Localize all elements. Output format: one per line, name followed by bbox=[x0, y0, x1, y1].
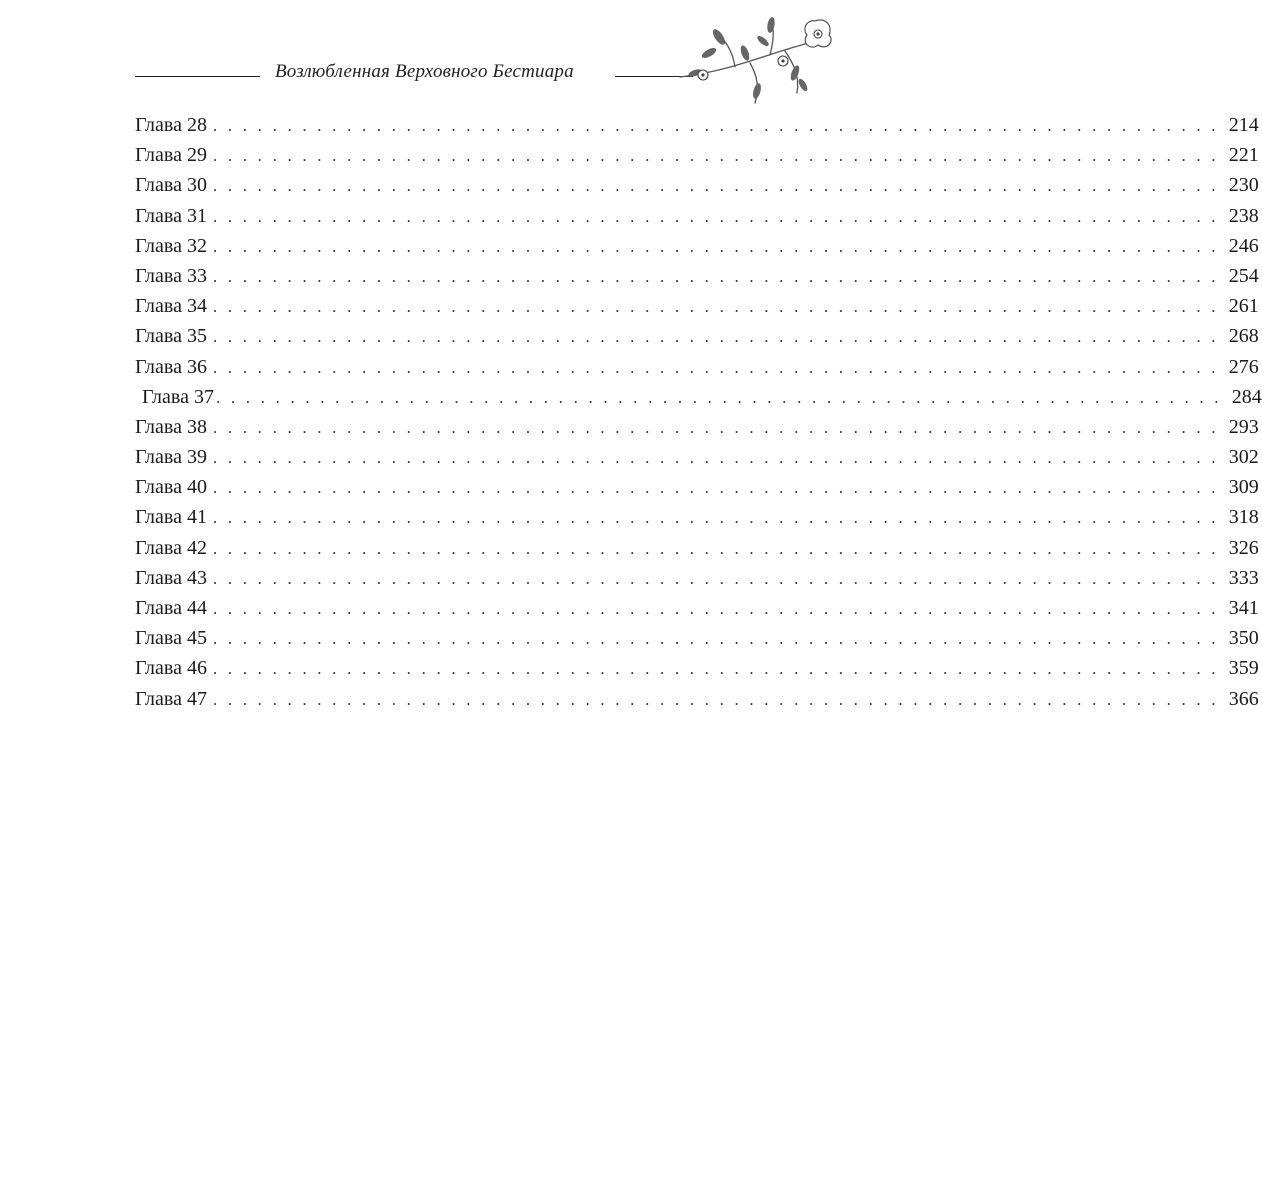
running-header bbox=[135, 55, 835, 115]
toc-chapter-label: Глава 43 bbox=[135, 566, 207, 589]
toc-chapter-label: Глава 35 bbox=[135, 325, 207, 348]
toc-page-number: 268 bbox=[1228, 325, 1259, 348]
toc-dot-leader: . . . . . . . . . . . . . . . . . . . . . . . . . . . . . . . . . . . . . . . . . . . . . . . . . . . . . . . . . . . . . . . . . . . . bbox=[215, 387, 1222, 407]
toc-entry[interactable] bbox=[135, 412, 1259, 442]
toc-page-number: 302 bbox=[1228, 446, 1259, 469]
toc-page-number: 254 bbox=[1228, 264, 1259, 287]
toc-page-number: 284 bbox=[1231, 385, 1262, 408]
toc-page-number: 214 bbox=[1228, 114, 1259, 136]
toc-chapter-label: Глава 29 bbox=[135, 144, 207, 167]
toc-dot-leader: . . . . . . . . . . . . . . . . . . . . . . . . . . . . . . . . . . . . . . . . . . . . . . . . . . . . . . . . . . . . . . . . . . . . bbox=[212, 689, 1219, 709]
toc-entry[interactable] bbox=[135, 321, 1259, 351]
toc-entry[interactable] bbox=[135, 201, 1259, 231]
toc-dot-leader: . . . . . . . . . . . . . . . . . . . . . . . . . . . . . . . . . . . . . . . . . . . . . . . . . . . . . . . . . . . . . . . . . . . . bbox=[212, 357, 1219, 377]
toc-chapter-label: Глава 45 bbox=[135, 627, 207, 650]
toc-entry[interactable] bbox=[135, 593, 1259, 623]
toc-page-number: 293 bbox=[1228, 415, 1259, 438]
running-title: Возлюбленная Верховного Бестиара bbox=[275, 61, 574, 82]
header-rule-left bbox=[135, 76, 260, 77]
toc-chapter-label: Глава 32 bbox=[135, 234, 207, 257]
toc-page-number: 341 bbox=[1228, 597, 1259, 619]
toc-page-number: 350 bbox=[1228, 627, 1259, 650]
toc-dot-leader: . . . . . . . . . . . . . . . . . . . . . . . . . . . . . . . . . . . . . . . . . . . . . . . . . . . . . . . . . . . . . . . . . . . . bbox=[212, 266, 1219, 286]
floral-vine-icon bbox=[675, 13, 835, 113]
toc-entry[interactable] bbox=[135, 140, 1259, 170]
toc-dot-leader: . . . . . . . . . . . . . . . . . . . . . . . . . . . . . . . . . . . . . . . . . . . . . . . . . . . . . . . . . . . . . . . . . . . . bbox=[212, 659, 1219, 679]
toc-page-number: 333 bbox=[1228, 566, 1259, 589]
toc-chapter-label: Глава 30 bbox=[135, 174, 207, 197]
toc-entry[interactable] bbox=[135, 533, 1259, 563]
toc-entry[interactable] bbox=[135, 170, 1259, 200]
toc-entry[interactable] bbox=[135, 442, 1259, 472]
toc-dot-leader: . . . . . . . . . . . . . . . . . . . . . . . . . . . . . . . . . . . . . . . . . . . . . . . . . . . . . . . . . . . . . . . . . . . . bbox=[212, 508, 1219, 528]
toc-dot-leader: . . . . . . . . . . . . . . . . . . . . . . . . . . . . . . . . . . . . . . . . . . . . . . . . . . . . . . . . . . . . . . . . . . . . bbox=[212, 327, 1219, 347]
toc-page-number: 276 bbox=[1228, 355, 1259, 378]
toc-chapter-label: Глава 40 bbox=[135, 476, 207, 499]
toc-dot-leader: . . . . . . . . . . . . . . . . . . . . . . . . . . . . . . . . . . . . . . . . . . . . . . . . . . . . . . . . . . . . . . . . . . . . bbox=[212, 116, 1219, 135]
toc-entry[interactable] bbox=[135, 231, 1259, 261]
toc-chapter-label: Глава 33 bbox=[135, 264, 207, 287]
toc-entry[interactable] bbox=[135, 502, 1259, 532]
toc-page-number: 309 bbox=[1228, 476, 1259, 499]
toc-chapter-label: Глава 37 bbox=[142, 385, 214, 408]
toc-chapter-label: Глава 34 bbox=[135, 295, 207, 318]
toc-entry[interactable] bbox=[135, 472, 1259, 502]
toc-dot-leader: . . . . . . . . . . . . . . . . . . . . . . . . . . . . . . . . . . . . . . . . . . . . . . . . . . . . . . . . . . . . . . . . . . . . bbox=[212, 146, 1219, 166]
toc-chapter-label: Глава 41 bbox=[135, 506, 207, 529]
toc-dot-leader: . . . . . . . . . . . . . . . . . . . . . . . . . . . . . . . . . . . . . . . . . . . . . . . . . . . . . . . . . . . . . . . . . . . . bbox=[212, 236, 1219, 256]
toc-page-number: 238 bbox=[1228, 204, 1259, 227]
toc-chapter-label: Глава 44 bbox=[135, 597, 207, 619]
toc-dot-leader: . . . . . . . . . . . . . . . . . . . . . . . . . . . . . . . . . . . . . . . . . . . . . . . . . . . . . . . . . . . . . . . . . . . . bbox=[212, 297, 1219, 317]
toc-dot-leader: . . . . . . . . . . . . . . . . . . . . . . . . . . . . . . . . . . . . . . . . . . . . . . . . . . . . . . . . . . . . . . . . . . . . bbox=[212, 568, 1219, 588]
toc-chapter-label: Глава 47 bbox=[135, 687, 207, 710]
toc-dot-leader: . . . . . . . . . . . . . . . . . . . . . . . . . . . . . . . . . . . . . . . . . . . . . . . . . . . . . . . . . . . . . . . . . . . . bbox=[212, 176, 1219, 196]
toc-chapter-label: Глава 28 bbox=[135, 114, 207, 136]
toc-chapter-label: Глава 31 bbox=[135, 204, 207, 227]
toc-chapter-label: Глава 38 bbox=[135, 415, 207, 438]
toc-entry[interactable] bbox=[135, 563, 1259, 593]
toc-chapter-label: Глава 36 bbox=[135, 355, 207, 378]
toc-page-number: 318 bbox=[1228, 506, 1259, 529]
toc-entry[interactable] bbox=[135, 261, 1259, 291]
toc-chapter-label: Глава 39 bbox=[135, 446, 207, 469]
toc-page-number: 221 bbox=[1228, 144, 1259, 167]
toc-entry[interactable] bbox=[135, 684, 1259, 714]
toc-page-number: 366 bbox=[1228, 687, 1259, 710]
toc-dot-leader: . . . . . . . . . . . . . . . . . . . . . . . . . . . . . . . . . . . . . . . . . . . . . . . . . . . . . . . . . . . . . . . . . . . . bbox=[212, 538, 1219, 558]
toc-page-number: 261 bbox=[1228, 295, 1259, 318]
toc-entry[interactable] bbox=[135, 352, 1259, 382]
toc-entry[interactable] bbox=[135, 110, 1259, 140]
toc-entry[interactable] bbox=[135, 623, 1259, 653]
toc-page-number: 246 bbox=[1228, 234, 1259, 257]
toc-entry[interactable] bbox=[135, 653, 1259, 683]
toc-chapter-label: Глава 42 bbox=[135, 536, 207, 559]
toc-dot-leader: . . . . . . . . . . . . . . . . . . . . . . . . . . . . . . . . . . . . . . . . . . . . . . . . . . . . . . . . . . . . . . . . . . . . bbox=[212, 206, 1219, 226]
toc-dot-leader: . . . . . . . . . . . . . . . . . . . . . . . . . . . . . . . . . . . . . . . . . . . . . . . . . . . . . . . . . . . . . . . . . . . . bbox=[212, 448, 1219, 468]
toc-dot-leader: . . . . . . . . . . . . . . . . . . . . . . . . . . . . . . . . . . . . . . . . . . . . . . . . . . . . . . . . . . . . . . . . . . . . bbox=[212, 599, 1219, 618]
toc-chapter-label: Глава 46 bbox=[135, 657, 207, 680]
table-of-contents bbox=[135, 110, 1262, 714]
toc-page-number: 326 bbox=[1228, 536, 1259, 559]
toc-page-number: 230 bbox=[1228, 174, 1259, 197]
toc-entry[interactable] bbox=[135, 291, 1259, 321]
toc-dot-leader: . . . . . . . . . . . . . . . . . . . . . . . . . . . . . . . . . . . . . . . . . . . . . . . . . . . . . . . . . . . . . . . . . . . . bbox=[212, 417, 1219, 437]
toc-dot-leader: . . . . . . . . . . . . . . . . . . . . . . . . . . . . . . . . . . . . . . . . . . . . . . . . . . . . . . . . . . . . . . . . . . . . bbox=[212, 478, 1219, 498]
toc-entry[interactable] bbox=[135, 382, 1262, 412]
toc-dot-leader: . . . . . . . . . . . . . . . . . . . . . . . . . . . . . . . . . . . . . . . . . . . . . . . . . . . . . . . . . . . . . . . . . . . . bbox=[212, 629, 1219, 649]
toc-page-number: 359 bbox=[1228, 657, 1259, 680]
